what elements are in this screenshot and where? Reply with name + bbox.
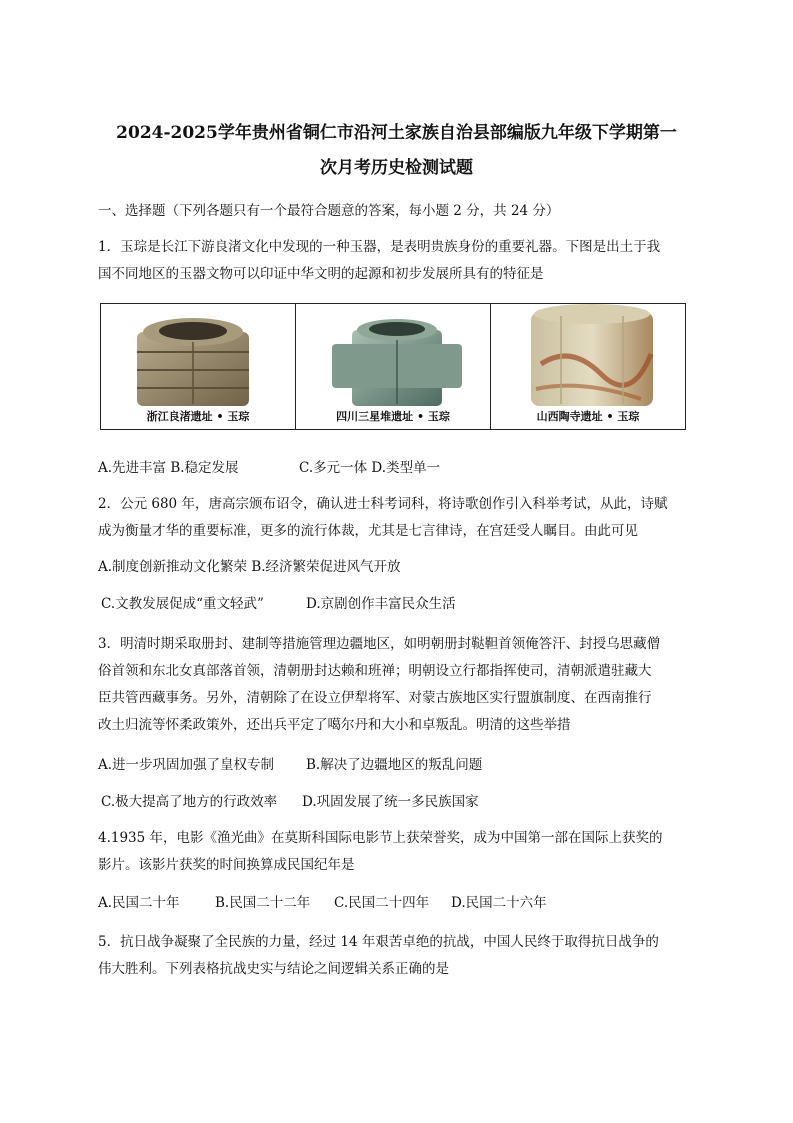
q3-stem-line2: 俗首领和东北女真部落首领，清朝册封达赖和班禅；明朝设立行都指挥使司，清朝派遣驻藏大: [98, 663, 652, 679]
q3-option-d: D.巩固发展了统一多民族国家: [302, 794, 479, 810]
q3-option-c: C.极大提高了地方的行政效率: [101, 794, 278, 810]
q4-stem-line2: 影片。该影片获奖的时间换算成民国纪年是: [98, 857, 355, 873]
q4-stem-line1: 4.1935 年，电影《渔光曲》在莫斯科国际电影节上获荣誉奖，成为中国第一部在国际上获奖的: [98, 830, 663, 846]
q2-stem-line1: 2．公元 680 年，唐高宗颁布诏令，确认进士科考词科，将诗歌创作引入科举考试，从此，诗赋: [98, 496, 668, 512]
q4-option-b: B.民国二十二年: [215, 895, 311, 911]
q1-options-cd: C.多元一体 D.类型单一: [299, 460, 441, 476]
q2-options-ab: A.制度创新推动文化繁荣 B.经济繁荣促进风气开放: [98, 559, 401, 575]
q3-stem-line4: 改土归流等怀柔政策外，还出兵平定了噶尔丹和大小和卓叛乱。明清的这些举措: [98, 717, 571, 733]
jade-cong-figure: [100, 303, 686, 430]
q3-option-a: A.进一步巩固加强了皇权专制: [98, 757, 275, 773]
q4-option-d: D.民国二十六年: [451, 895, 547, 911]
q4-option-a: A.民国二十年: [98, 895, 180, 911]
q3-stem-line1: 3．明清时期采取册封、建制等措施管理边疆地区，如明朝册封鞑靼首领俺答汗、封授乌思藏僧: [98, 636, 661, 652]
figure-panel-liangzhu: [101, 304, 296, 429]
caption-sanxingdui: 四川三星堆遗址 • 玉琮: [336, 410, 450, 423]
exam-title-line2: 次月考历史检测试题: [320, 158, 473, 178]
q2-option-c: C.文教发展促成“重文轻武”: [101, 596, 264, 612]
q5-stem-line1: 5．抗日战争凝聚了全民族的力量，经过 14 年艰苦卓绝的抗战，中国人民终于取得抗日战争的: [98, 934, 659, 950]
q3-option-b: B.解决了边疆地区的叛乱问题: [306, 757, 483, 773]
q4-option-c: C.民国二十四年: [334, 895, 430, 911]
caption-taosi: 山西陶寺遗址 • 玉琮: [536, 410, 640, 423]
q1-stem-line1: 1．玉琮是长江下游良渚文化中发现的一种玉器，是表明贵族身份的重要礼器。下图是出土于我: [98, 239, 661, 255]
q2-option-d: D.京剧创作丰富民众生活: [306, 596, 456, 612]
figure-panel-taosi: [491, 304, 685, 429]
q5-stem-line2: 伟大胜利。下列表格抗战史实与结论之间逻辑关系正确的是: [98, 961, 449, 977]
caption-liangzhu: 浙江良渚遗址 • 玉琮: [146, 410, 250, 423]
exam-title-line1: 2024-2025学年贵州省铜仁市沿河土家族自治县部编版九年级下学期第一: [116, 123, 677, 143]
q2-stem-line2: 成为衡量才华的重要标准，更多的流行体裁，尤其是七言律诗，在宫廷受人瞩目。由此可见: [98, 523, 638, 539]
q3-stem-line3: 臣共管西藏事务。另外，清朝除了在设立伊犁将军、对蒙古族地区实行盟旗制度、在西南推行: [98, 690, 652, 706]
figure-panel-sanxingdui: [296, 304, 491, 429]
section-heading: 一、选择题（下列各题只有一个最符合题意的答案，每小题 2 分，共 24 分）: [98, 203, 560, 219]
q1-options-ab: A.先进丰富 B.稳定发展: [98, 460, 239, 476]
q1-stem-line2: 国不同地区的玉器文物可以印证中华文明的起源和初步发展所具有的特征是: [98, 266, 544, 282]
